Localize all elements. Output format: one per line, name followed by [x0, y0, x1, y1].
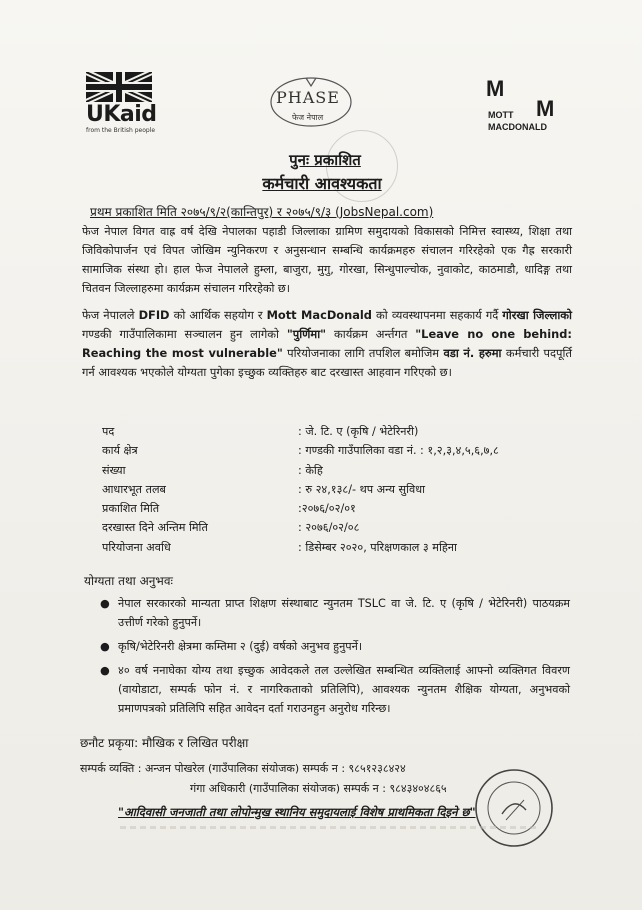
- list-item: ● ४० वर्ष ननाघेका योग्य तथा इच्छुक आवेदकले तल उल्लेखित सम्बन्धित व्यक्तिलाई आफ्नो व्यक्तिगत विवरण (वायोडाटा, सम्पर्क फोन नं. र नागरिकताको प्रतिलिपि), आवश्यक न्युनतम शैक्षिक योग्यता, अनुभवको प्रमाणपत्रको प्रतिलिपि सहित आवेदन दर्ता गराउनहुन अनुरोध गरिन्छ।: [100, 661, 570, 718]
- faded-text-line: [120, 826, 540, 829]
- official-seal-icon: [472, 766, 556, 850]
- detail-row: आधारभूत तलब : रु २४,१३८/- थप अन्य सुविधा: [102, 482, 425, 496]
- title-vacancy: कर्मचारी आवश्यकता: [262, 174, 382, 193]
- detail-row: दरखास्त दिने अन्तिम मिति : २०७६/०२/०८: [102, 521, 360, 535]
- detail-row: पद : जे. टि. ए (कृषि / भेटेरिनरी): [102, 425, 419, 438]
- contact-line-1: सम्पर्क व्यक्ति : अन्जन पोखरेल (गाउँपालिका संयोजक) सम्पर्क न : ९८५१२३८४२४: [80, 762, 406, 775]
- qualification-list: [100, 594, 570, 723]
- selection-procedure: छनौट प्रकृया: मौखिक र लिखित परीक्षा: [80, 736, 249, 750]
- project-paragraph: फेज नेपालले DFID को आर्थिक सहयोग र Mott MacDonald को व्यवस्थापनमा सहकार्य गर्दै गोरखा जिल्लाको गण्डकी गाउँपालिकामा सञ्चालन हुन लागेको "पुर्णिमा" कार्यक्रम अर्न्तगत "Leave no one behind: Reaching the most vulnerable" परियोजनाका लागि तपशिल बमोजिम वडा नं. हरुमा कर्मचारी पदपूर्ति गर्न आवश्यक भएकोले योग्यता पुगेका इच्छुक व्यक्तिहरु बाट दरखास्त आहवान गरिएको छ।: [82, 308, 572, 379]
- contact-block: [80, 759, 447, 799]
- bullet-icon: ●: [100, 597, 110, 610]
- detail-row: परियोजना अवधि : डिसेम्बर २०२०, परिक्षणकाल ३ महिना: [102, 540, 457, 554]
- mott-m2: M: [536, 96, 555, 121]
- mott-line1: MOTT: [488, 110, 514, 120]
- job-details: [102, 424, 562, 559]
- union-jack-icon: [86, 72, 152, 102]
- phase-subtitle: फेज नेपाल: [292, 113, 324, 122]
- mott-m1: M: [486, 76, 505, 101]
- ukaid-logo: [86, 72, 158, 134]
- ukaid-word: UKaid: [86, 102, 157, 127]
- detail-row: प्रकाशित मिति :२०७६/०२/०१: [102, 502, 356, 516]
- list-item: ● कृषि/भेटेरिनरी क्षेत्रमा कम्तिमा २ (दुई) वर्षको अनुभव हुनुपर्ने।: [100, 637, 570, 656]
- priority-note: "आदिवासी जनजाती तथा लोपोन्मुख स्थानिय समुदायलाई विशेष प्राथमिकता दिइने छ": [118, 805, 476, 819]
- first-published-date: प्रथम प्रकाशित मिति २०७५/९/२(कान्तिपुर) र २०७५/९/३ (JobsNepal.com): [90, 205, 434, 219]
- phase-logo: [266, 72, 356, 132]
- contact-line-2: गंगा अधिकारी (गाउँपालिका संयोजक) सम्पर्क न : ९८४३४०४८६५: [190, 782, 447, 795]
- mott-macdonald-logo: [486, 76, 566, 140]
- bullet-icon: ●: [100, 640, 110, 653]
- ukaid-subtitle: from the British people: [86, 127, 156, 134]
- detail-row: कार्य क्षेत्र : गण्डकी गाउँपालिका वडा नं. : १,२,३,४,५,६,७,८: [102, 444, 499, 458]
- intro-paragraph: फेज नेपाल विगत वाह्र वर्ष देखि नेपालका पहाडी जिल्लाका ग्रामिण समुदायको विकासको निमित्त स्वास्थ्य, शिक्षा तथा जिविकोपार्जन एवं विपत जोखिम न्युनिकरण र अनुसन्धान सम्बन्धि कार्यक्रमहरु संचालन गरिरहेको एक गैह्र सरकारी सामाजिक संस्था हो। हाल फेज नेपालले हुम्ला, बाजुरा, मुगु, गोरखा, सिन्धुपाल्चोक, नुवाकोट, काठमाडौ, धादिङ्ग तथा चितवन जिल्लाहरुमा कार्यक्रम संचालन गरिरहेको छ।: [82, 225, 572, 295]
- phase-word: PHASE: [276, 88, 340, 107]
- list-item: ● नेपाल सरकारको मान्यता प्राप्त शिक्षण संस्थाबाट न्युनतम TSLC वा जे. टि. ए (कृषि / भेटेरिनरी) पाठयक्रम उत्तीर्ण गरेको हुनुपर्ने।: [100, 594, 570, 632]
- title-republished: पुनः प्रकाशित: [289, 151, 361, 169]
- bullet-icon: ●: [100, 664, 110, 677]
- qualification-heading: योग्यता तथा अनुभवः: [84, 574, 173, 588]
- detail-row: संख्या : केहि: [102, 463, 323, 477]
- mott-line2: MACDONALD: [488, 122, 547, 132]
